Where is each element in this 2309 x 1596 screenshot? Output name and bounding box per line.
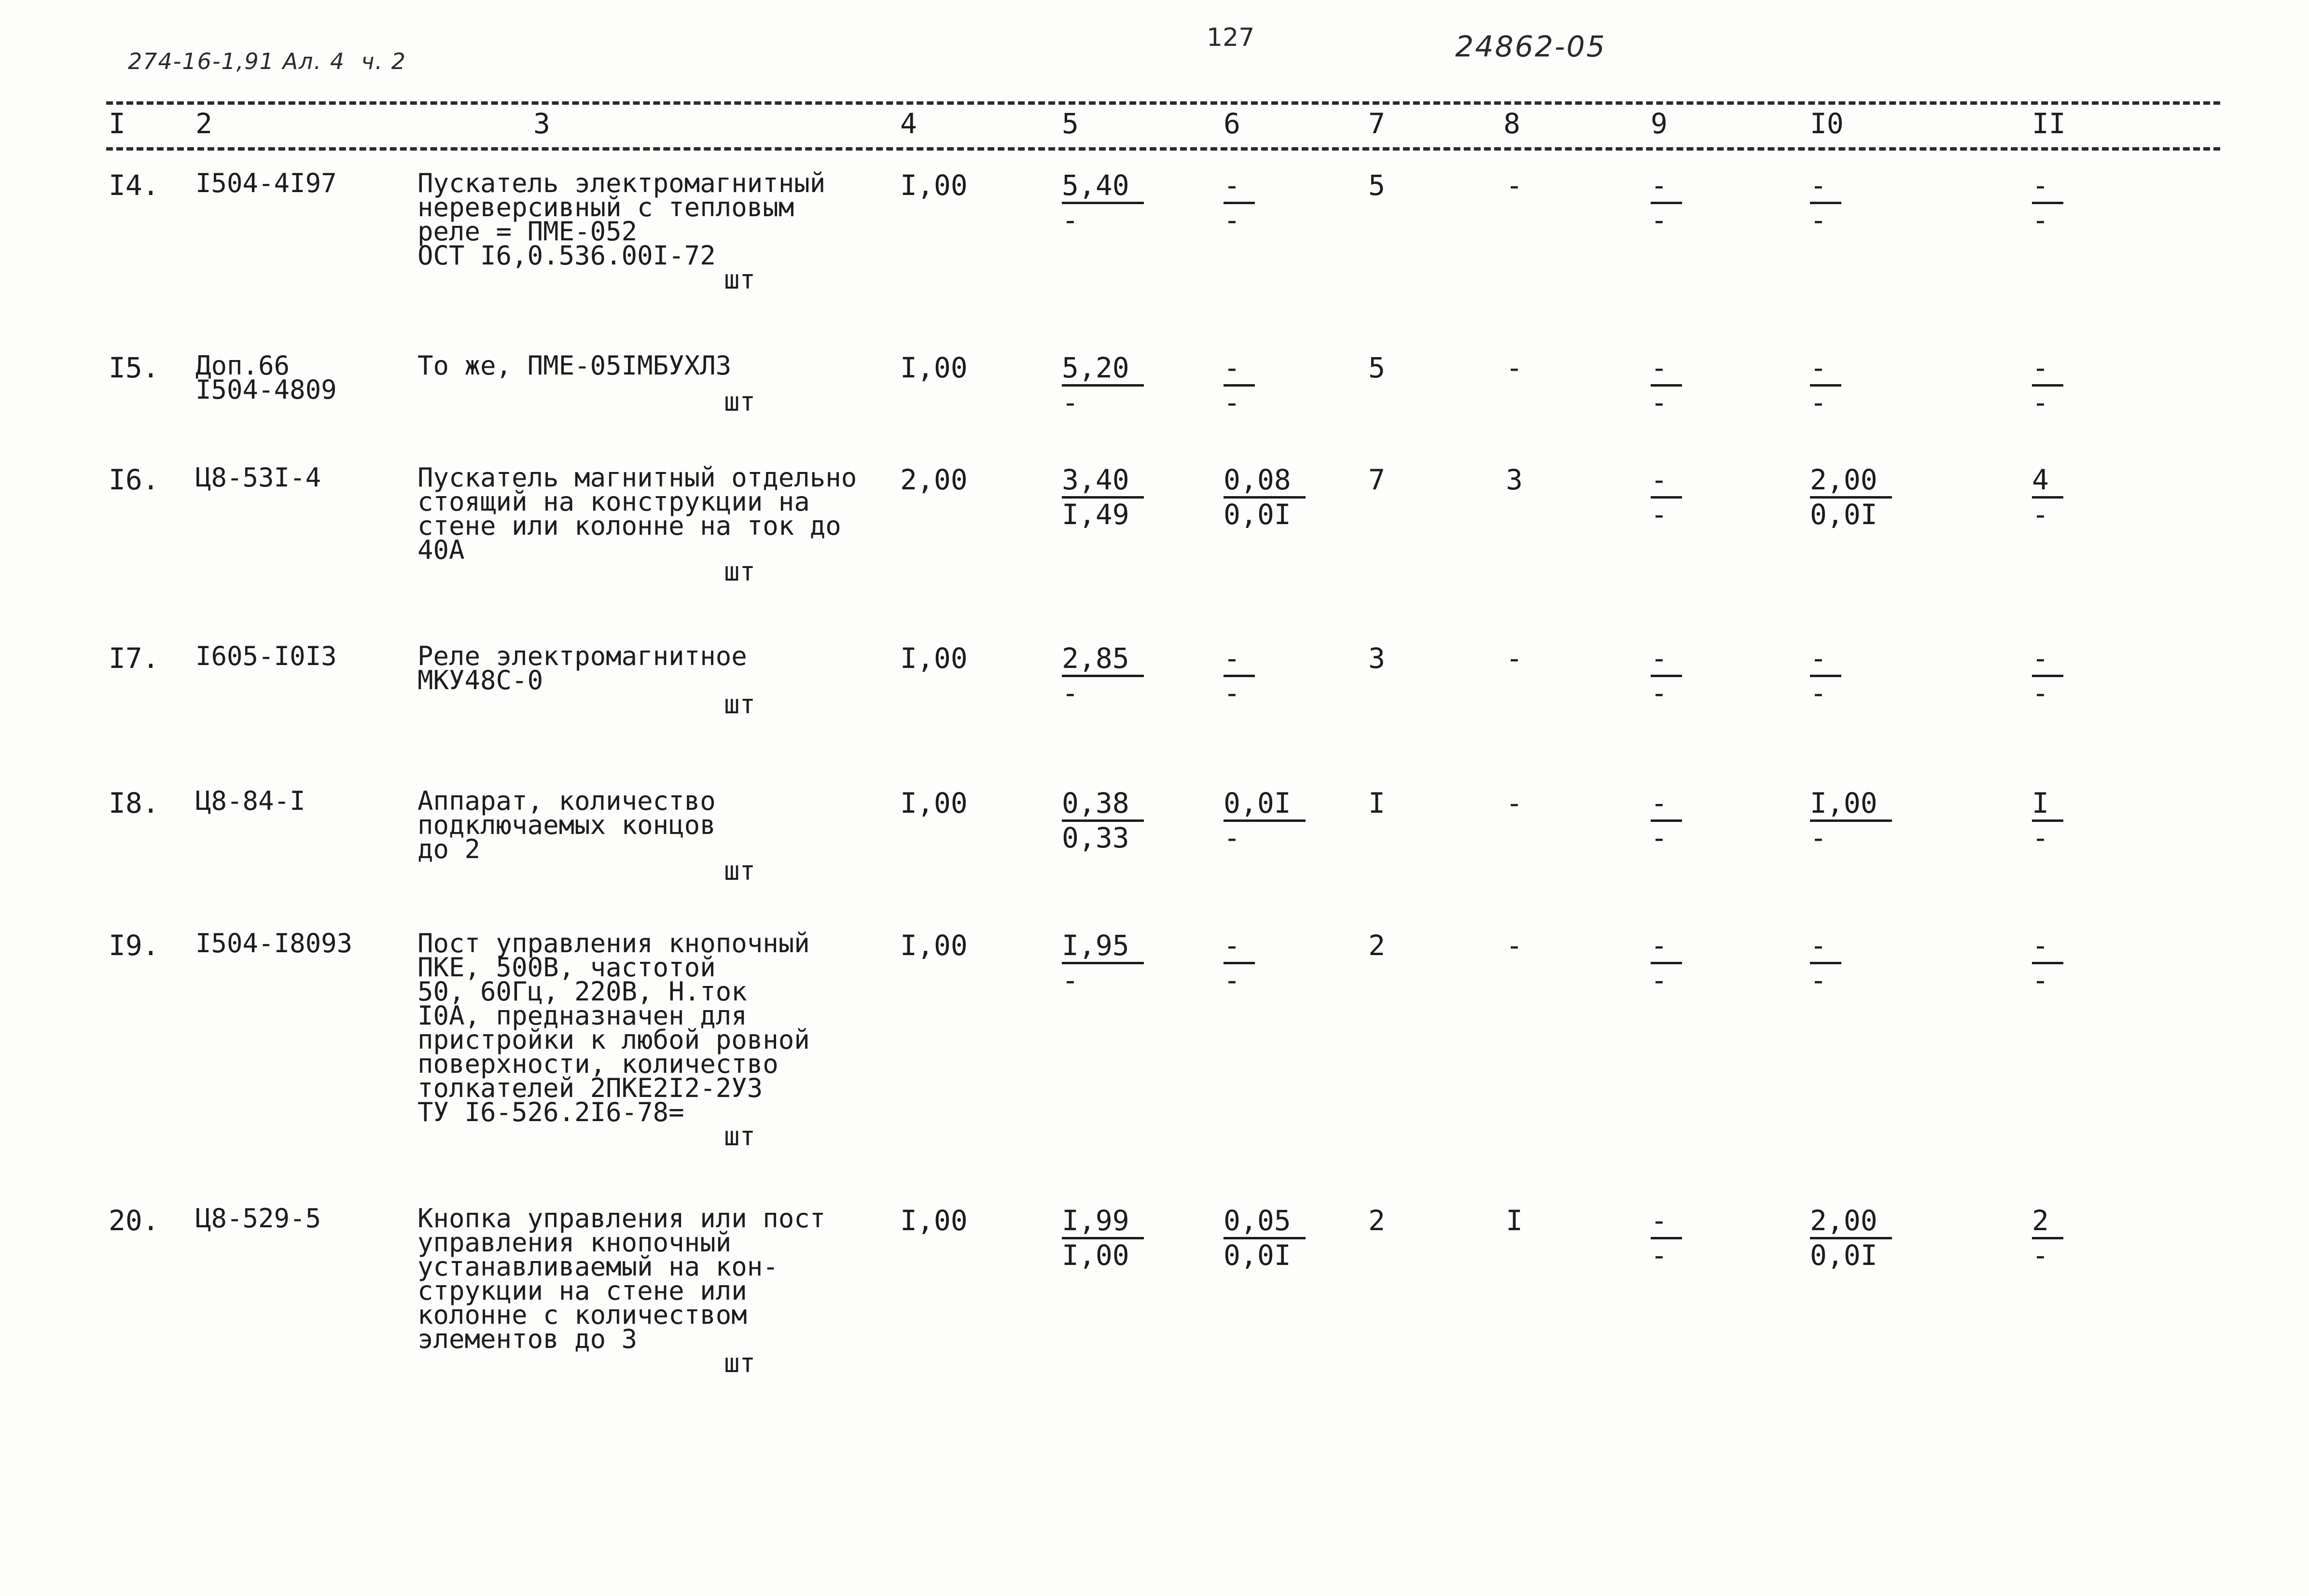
column-header-10: I0 [1810, 107, 1844, 140]
value-c7: I [1368, 787, 1385, 819]
value-c9-top: - [1651, 463, 1682, 499]
value-c9-top: - [1651, 351, 1682, 387]
item-code: I504-4I97 [195, 168, 337, 198]
item-code: Ц8-53I-4 [195, 462, 321, 493]
column-header-2: 2 [195, 107, 212, 140]
value-c5-top: 2,85 [1062, 642, 1144, 677]
page-number: 127 [1207, 23, 1255, 52]
value-c11-bottom: - [2032, 964, 2049, 997]
column-header-11: II [2032, 107, 2066, 140]
value-c9-top: - [1651, 787, 1682, 822]
column-header-1: I [109, 107, 125, 140]
item-code: Ц8-84-I [195, 786, 306, 816]
value-c8: - [1506, 642, 1523, 675]
item-description: Аппарат, количество подключаемых концов до 2 [417, 786, 716, 864]
unit-label: шт [724, 856, 756, 886]
value-c6-top: - [1224, 351, 1255, 387]
value-c10-bottom: - [1810, 204, 1827, 236]
value-c10-bottom: - [1810, 821, 1827, 854]
value-c11-top: - [2032, 169, 2063, 204]
value-c6-top: - [1224, 929, 1255, 964]
value-c5-bottom: - [1062, 964, 1079, 997]
value-c6-top: 0,0I [1224, 787, 1306, 822]
value-c9-top: - [1651, 1204, 1682, 1239]
column-header-7: 7 [1368, 107, 1385, 140]
value-c5-bottom: 0,33 [1062, 821, 1129, 854]
value-c9-bottom: - [1651, 204, 1668, 236]
column-header-4: 4 [900, 107, 917, 140]
value-c11-bottom: - [2032, 821, 2049, 854]
item-description: Реле электромагнитное МКУ48С-0 [417, 641, 747, 695]
row-number: 20. [109, 1204, 159, 1237]
column-header-3: 3 [533, 107, 550, 140]
quantity: I,00 [900, 169, 968, 202]
item-description: Кнопка управления или пост управления кнопочный устанавливаемый на кон- струкции на стене или колонне с количеством элементов до 3 [417, 1203, 826, 1354]
value-c5-bottom: I,00 [1062, 1239, 1129, 1272]
value-c11-bottom: - [2032, 386, 2049, 419]
value-c11-top: 4 [2032, 463, 2063, 499]
value-c9-bottom: - [1651, 1239, 1668, 1272]
value-c7: 3 [1368, 642, 1385, 675]
value-c10-bottom: - [1810, 677, 1827, 709]
row-number: I5. [109, 351, 159, 384]
value-c8: - [1506, 787, 1523, 819]
value-c9-bottom: - [1651, 498, 1668, 531]
value-c5-top: I,95 [1062, 929, 1144, 964]
value-c5-bottom: - [1062, 677, 1079, 709]
unit-label: шт [724, 689, 756, 720]
row-number: I7. [109, 642, 159, 675]
value-c6-top: 0,05 [1224, 1204, 1306, 1239]
table-top-rule [106, 101, 2220, 105]
value-c8: - [1506, 351, 1523, 384]
value-c9-bottom: - [1651, 821, 1668, 854]
value-c6-bottom: - [1224, 821, 1240, 854]
value-c11-bottom: - [2032, 204, 2049, 236]
value-c5-bottom: - [1062, 204, 1079, 236]
row-number: I4. [109, 169, 159, 202]
item-description: Пускатель магнитный отдельно стоящий на конструкции на стене или колонне на ток до 40А [417, 462, 857, 565]
value-c9-top: - [1651, 642, 1682, 677]
value-c10-bottom: - [1810, 386, 1827, 419]
value-c6-top: - [1224, 169, 1255, 204]
unit-label: шт [724, 556, 756, 587]
quantity: I,00 [900, 642, 968, 675]
value-c10-bottom: 0,0I [1810, 498, 1878, 531]
value-c10-top: 2,00 [1810, 1204, 1892, 1239]
value-c11-bottom: - [2032, 498, 2049, 531]
value-c5-top: 0,38 [1062, 787, 1144, 822]
item-code: Доп.66 I504-4809 [195, 350, 337, 405]
header-left-note: 274-16-1,91 Ал. 4 ч. 2 [128, 48, 406, 74]
quantity: I,00 [900, 1204, 968, 1237]
item-description: То же, ПМЕ-05IМБУХЛ3 [417, 350, 732, 381]
value-c7: 5 [1368, 351, 1385, 384]
value-c6-bottom: - [1224, 964, 1240, 997]
value-c5-bottom: I,49 [1062, 498, 1129, 531]
value-c11-top: I [2032, 787, 2063, 822]
value-c7: 2 [1368, 1204, 1385, 1237]
value-c11-bottom: - [2032, 677, 2049, 709]
value-c6-top: - [1224, 642, 1255, 677]
quantity: I,00 [900, 351, 968, 384]
value-c6-bottom: - [1224, 386, 1240, 419]
value-c8: - [1506, 929, 1523, 962]
value-c5-top: 5,40 [1062, 169, 1144, 204]
value-c10-top: - [1810, 351, 1841, 387]
value-c11-top: - [2032, 929, 2063, 964]
value-c10-bottom: 0,0I [1810, 1239, 1878, 1272]
value-c7: 7 [1368, 463, 1385, 496]
item-code: Ц8-529-5 [195, 1203, 321, 1234]
column-header-8: 8 [1503, 107, 1520, 140]
row-number: I9. [109, 929, 159, 962]
column-header-9: 9 [1651, 107, 1668, 140]
value-c6-bottom: 0,0I [1224, 1239, 1291, 1272]
value-c7: 5 [1368, 169, 1385, 202]
item-description: Пускатель электромагнитный нереверсивный с тепловым реле = ПМЕ-052 ОСТ I6,0.536.00I-72 [417, 168, 826, 271]
value-c5-top: 3,40 [1062, 463, 1144, 499]
table-header-rule [106, 147, 2220, 151]
value-c6-bottom: - [1224, 204, 1240, 236]
value-c6-top: 0,08 [1224, 463, 1306, 499]
value-c10-top: - [1810, 929, 1841, 964]
item-description: Пост управления кнопочный ПКЕ, 500В, частотой 50, 60Гц, 220В, Н.ток I0А, предназначен для пристройки к любой ровной поверхности, количество толкателей 2ПКЕ2I2-2У3 ТУ I6-526.2I6-78= [417, 928, 810, 1127]
value-c8: - [1506, 169, 1523, 202]
row-number: I8. [109, 787, 159, 819]
value-c5-bottom: - [1062, 386, 1079, 419]
value-c5-top: 5,20 [1062, 351, 1144, 387]
column-header-5: 5 [1062, 107, 1079, 140]
value-c7: 2 [1368, 929, 1385, 962]
value-c9-bottom: - [1651, 677, 1668, 709]
value-c9-bottom: - [1651, 964, 1668, 997]
value-c10-top: - [1810, 169, 1841, 204]
quantity: I,00 [900, 787, 968, 819]
value-c10-bottom: - [1810, 964, 1827, 997]
value-c10-top: I,00 [1810, 787, 1892, 822]
value-c11-bottom: - [2032, 1239, 2049, 1272]
value-c9-top: - [1651, 169, 1682, 204]
value-c11-top: - [2032, 351, 2063, 387]
value-c10-top: 2,00 [1810, 463, 1892, 499]
unit-label: шт [724, 264, 756, 295]
unit-label: шт [724, 1121, 756, 1152]
row-number: I6. [109, 463, 159, 496]
value-c9-bottom: - [1651, 386, 1668, 419]
quantity: 2,00 [900, 463, 968, 496]
value-c5-top: I,99 [1062, 1204, 1144, 1239]
quantity: I,00 [900, 929, 968, 962]
value-c8: I [1506, 1204, 1523, 1237]
value-c11-top: - [2032, 642, 2063, 677]
item-code: I504-I8093 [195, 928, 353, 958]
item-code: I605-I0I3 [195, 641, 337, 671]
unit-label: шт [724, 1348, 756, 1378]
value-c6-bottom: - [1224, 677, 1240, 709]
value-c6-bottom: 0,0I [1224, 498, 1291, 531]
value-c11-top: 2 [2032, 1204, 2063, 1239]
document-number: 24862-05 [1455, 30, 1606, 64]
value-c9-top: - [1651, 929, 1682, 964]
value-c10-top: - [1810, 642, 1841, 677]
unit-label: шт [724, 387, 756, 417]
column-header-6: 6 [1224, 107, 1240, 140]
value-c8: 3 [1506, 463, 1523, 496]
